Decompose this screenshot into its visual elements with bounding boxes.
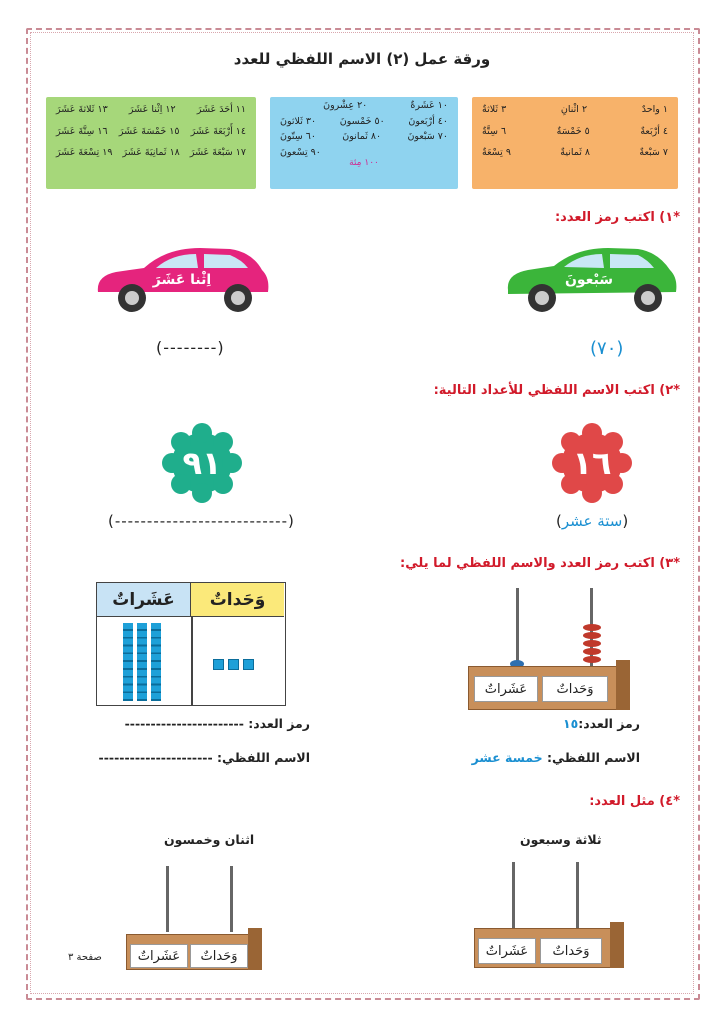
- q4-right-tens-label: عَشَراتٌ: [478, 938, 536, 964]
- teal-flower-number: ٩١: [182, 444, 222, 482]
- tens-rod: [516, 588, 519, 668]
- green-car-label: سَبْعونَ: [564, 272, 614, 288]
- units-beads: [583, 624, 601, 663]
- red-flower-badge: [552, 423, 632, 503]
- q3-left-name: الاسم اللفظي: ----------------------: [98, 750, 310, 765]
- place-value-table: [96, 582, 286, 706]
- q3-left-code: رمز العدد: -----------------------: [124, 716, 310, 731]
- units-card: ١ واحدٌ ٢ اثْنانِ ٣ ثَلاثةٌ ٤ أرْبَعةٌ ٥ خَمْسَةٌ ٦ سِتَّةٌ ٧ سَبْعةٌ ٨ ثَمانيةٌ ٩ تِسْعَةٌ: [472, 97, 678, 189]
- q1-heading: *١) اكتب رمز العدد:: [554, 210, 680, 225]
- q4-left-units-label: وَحَداتٌ: [190, 944, 248, 968]
- worksheet-title: ورقة عمل (٢) الاسم اللفظي للعدد: [233, 50, 491, 68]
- q4-right-units-label: وَحَداتٌ: [540, 938, 602, 964]
- unit-blocks: [213, 659, 254, 670]
- abacus-right-units-label: وَحَداتٌ: [542, 676, 608, 702]
- q4-left-units-rod[interactable]: [230, 866, 233, 932]
- abacus-right-tens-label: عَشَراتٌ: [474, 676, 538, 702]
- tens-card: ١٠ عَشَرةٌ ٢٠ عِشْرونَ ٤٠ أرْبَعونَ ٥٠ خَمْسونَ ٣٠ ثَلاثونَ ٧٠ سَبْعونَ ٨٠ ثَمانونَ ٦٠ سِتّونَ ٩٠ تِسْعونَ ١٠٠ مِئة: [270, 97, 458, 189]
- q4-right-tens-rod[interactable]: [512, 862, 515, 932]
- q1-answer-right: (٧٠): [590, 338, 624, 359]
- q2-answer-right: (ستة عشر): [556, 512, 629, 530]
- abacus-right-side: [616, 660, 630, 710]
- red-flower-number: ١٦: [572, 444, 612, 482]
- q1-answer-left[interactable]: (--------): [156, 338, 225, 357]
- pink-car-label: اِثْنا عَشَرَ: [152, 272, 212, 288]
- tens-header: عَشَراتٌ: [97, 583, 191, 617]
- q4-heading: *٤) مثل العدد:: [589, 794, 680, 809]
- q3-right-code: رمز العدد:١٥: [563, 716, 640, 731]
- hundred-label: ١٠٠ مِئة: [349, 158, 379, 168]
- q4-left-tens-rod[interactable]: [166, 866, 169, 932]
- q4-right-number: ثلاثة وسبعون: [520, 832, 602, 847]
- teens-card: ١١ أحَدَ عَشَرَ ١٢ اِثْنا عَشَرَ ١٣ ثَلاثةَ عَشَرَ ١٤ أَرْبَعَةَ عَشَرَ ١٥ خَمْسَةَ عَشَرَ ١٦ سِتَّةَ عَشَرَ ١٧ سَبْعَةَ عَشَرَ ١٨ ثَمانِيَةَ عَشَرَ ١٩ تِسْعَةَ عَشَرَ: [46, 97, 256, 189]
- q4-right-units-rod[interactable]: [576, 862, 579, 932]
- page-number: صفحة ٣: [68, 952, 102, 963]
- q3-right-name: الاسم اللفظي: خمسة عشر: [471, 750, 640, 765]
- teal-flower-badge: [162, 423, 242, 503]
- q2-answer-left[interactable]: (---------------------------): [108, 512, 295, 530]
- q4-left-tens-label: عَشَراتٌ: [130, 944, 188, 968]
- q4-left-number: اثنان وخمسون: [164, 832, 255, 847]
- q3-heading: *٣) اكتب رمز العدد والاسم اللفظي لما يلي:: [400, 556, 680, 571]
- tens-blocks: [123, 623, 161, 701]
- units-header: وَحَداتٌ: [191, 583, 284, 617]
- q2-heading: *٢) اكتب الاسم اللفظي للأعداد التالية:: [433, 383, 680, 398]
